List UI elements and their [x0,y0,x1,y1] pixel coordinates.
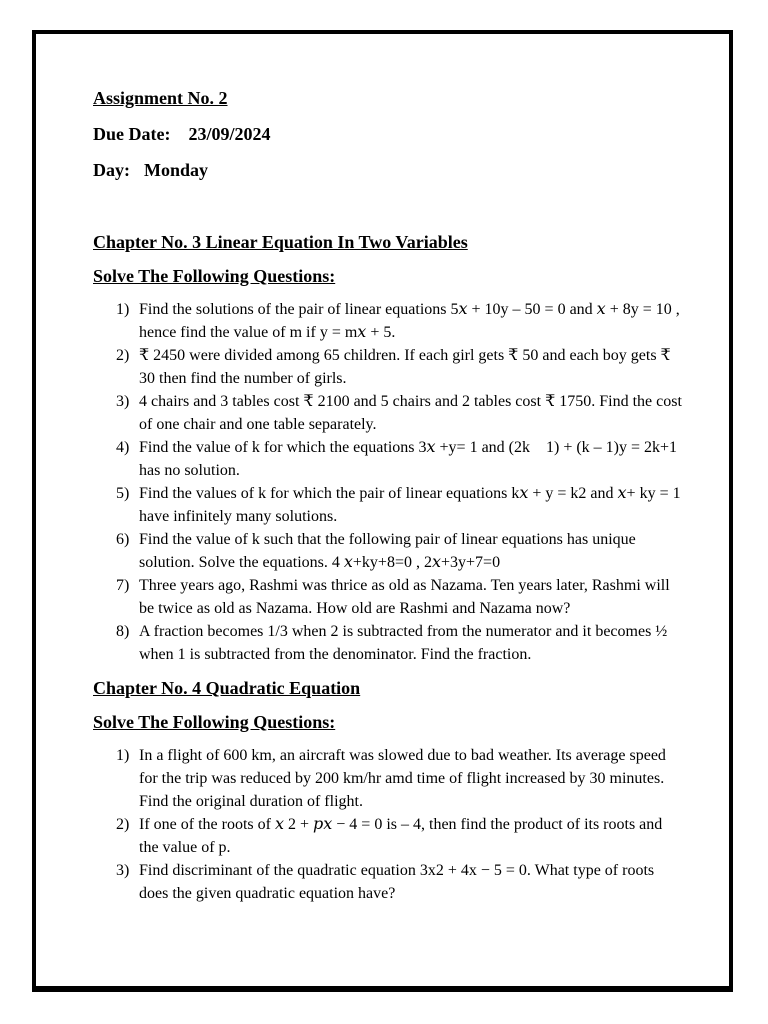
question-item [93,574,683,620]
document-body [93,86,683,905]
question-text: Find the value of k such that the following pair of linear equations has unique solution. Solve the equations. 4 𝑥+ky+8=0 , 2𝑥+3y+7=0 [139,531,636,571]
question-item [93,813,683,859]
chapter-3-question-list [93,298,683,666]
chapter-4-instruction: Solve The Following Questions: [93,712,336,732]
question-item [93,744,683,813]
question-text: Find the values of k for which the pair of linear equations k𝑥 + y = k2 and 𝑥+ ky = 1 have infinitely many solutions. [139,485,681,525]
due-date-line [93,122,683,146]
question-item [93,620,683,666]
question-text: Find the value of k for which the equations 3𝑥 +y= 1 and (2k 1) + (k – 1)y = 2k+1 has no solution. [139,439,682,479]
day-label: Day: [93,160,130,180]
chapter-4-title: Chapter No. 4 Quadratic Equation [93,678,361,698]
question-number: 8) [116,623,130,640]
day-value: Monday [144,160,209,180]
question-number: 3) [116,393,130,410]
question-text: A fraction becomes 1/3 when 2 is subtracted from the numerator and it becomes ½ when 1 is subtracted from the denominator. Find the fraction. [139,623,668,663]
assignment-title [93,86,683,110]
question-number: 2) [116,347,130,364]
question-number: 4) [116,439,130,456]
question-item [93,482,683,528]
question-text: In a flight of 600 km, an aircraft was slowed due to bad weather. Its average speed for the trip was reduced by 200 km/hr amd time of flight increased by 30 minutes. Find the original duration of flight. [139,747,666,810]
question-text: If one of the roots of 𝑥 2 + 𝑝𝑥 − 4 = 0 is – 4, then find the product of its roots and the value of p. [139,816,663,856]
question-number: 3) [116,862,130,879]
question-number: 5) [116,485,130,502]
question-number: 6) [116,531,130,548]
chapter-3-title: Chapter No. 3 Linear Equation In Two Variables [93,232,468,252]
day-line [93,158,683,182]
assignment-title-text: Assignment No. 2 [93,88,228,108]
question-item [93,344,683,390]
question-text: Three years ago, Rashmi was thrice as old as Nazama. Ten years later, Rashmi will be twice as old as Nazama. How old are Rashmi and Nazama now? [139,577,670,617]
question-text: ₹ 2450 were divided among 65 children. If each girl gets ₹ 50 and each boy gets ₹ 30 then find the number of girls. [139,347,671,387]
due-date-value: 23/09/2024 [188,124,271,144]
chapter-3-instruction: Solve The Following Questions: [93,266,336,286]
question-item [93,528,683,574]
chapter-4-question-list [93,744,683,905]
question-item [93,298,683,344]
question-item [93,436,683,482]
question-text: 4 chairs and 3 tables cost ₹ 2100 and 5 chairs and 2 tables cost ₹ 1750. Find the cost of one chair and one table separately. [139,393,682,433]
question-item [93,859,683,905]
question-number: 1) [116,747,130,764]
question-number: 7) [116,577,130,594]
question-number: 2) [116,816,130,833]
question-number: 1) [116,301,130,318]
question-text: Find the solutions of the pair of linear equations 5𝑥 + 10y – 50 = 0 and 𝑥 + 8y = 10 , hence find the value of m if y = m𝑥 + 5. [139,301,680,341]
question-text: Find discriminant of the quadratic equation 3x2 + 4x − 5 = 0. What type of roots does the given quadratic equation have? [139,862,655,902]
question-item [93,390,683,436]
due-date-label: Due Date: [93,124,171,144]
